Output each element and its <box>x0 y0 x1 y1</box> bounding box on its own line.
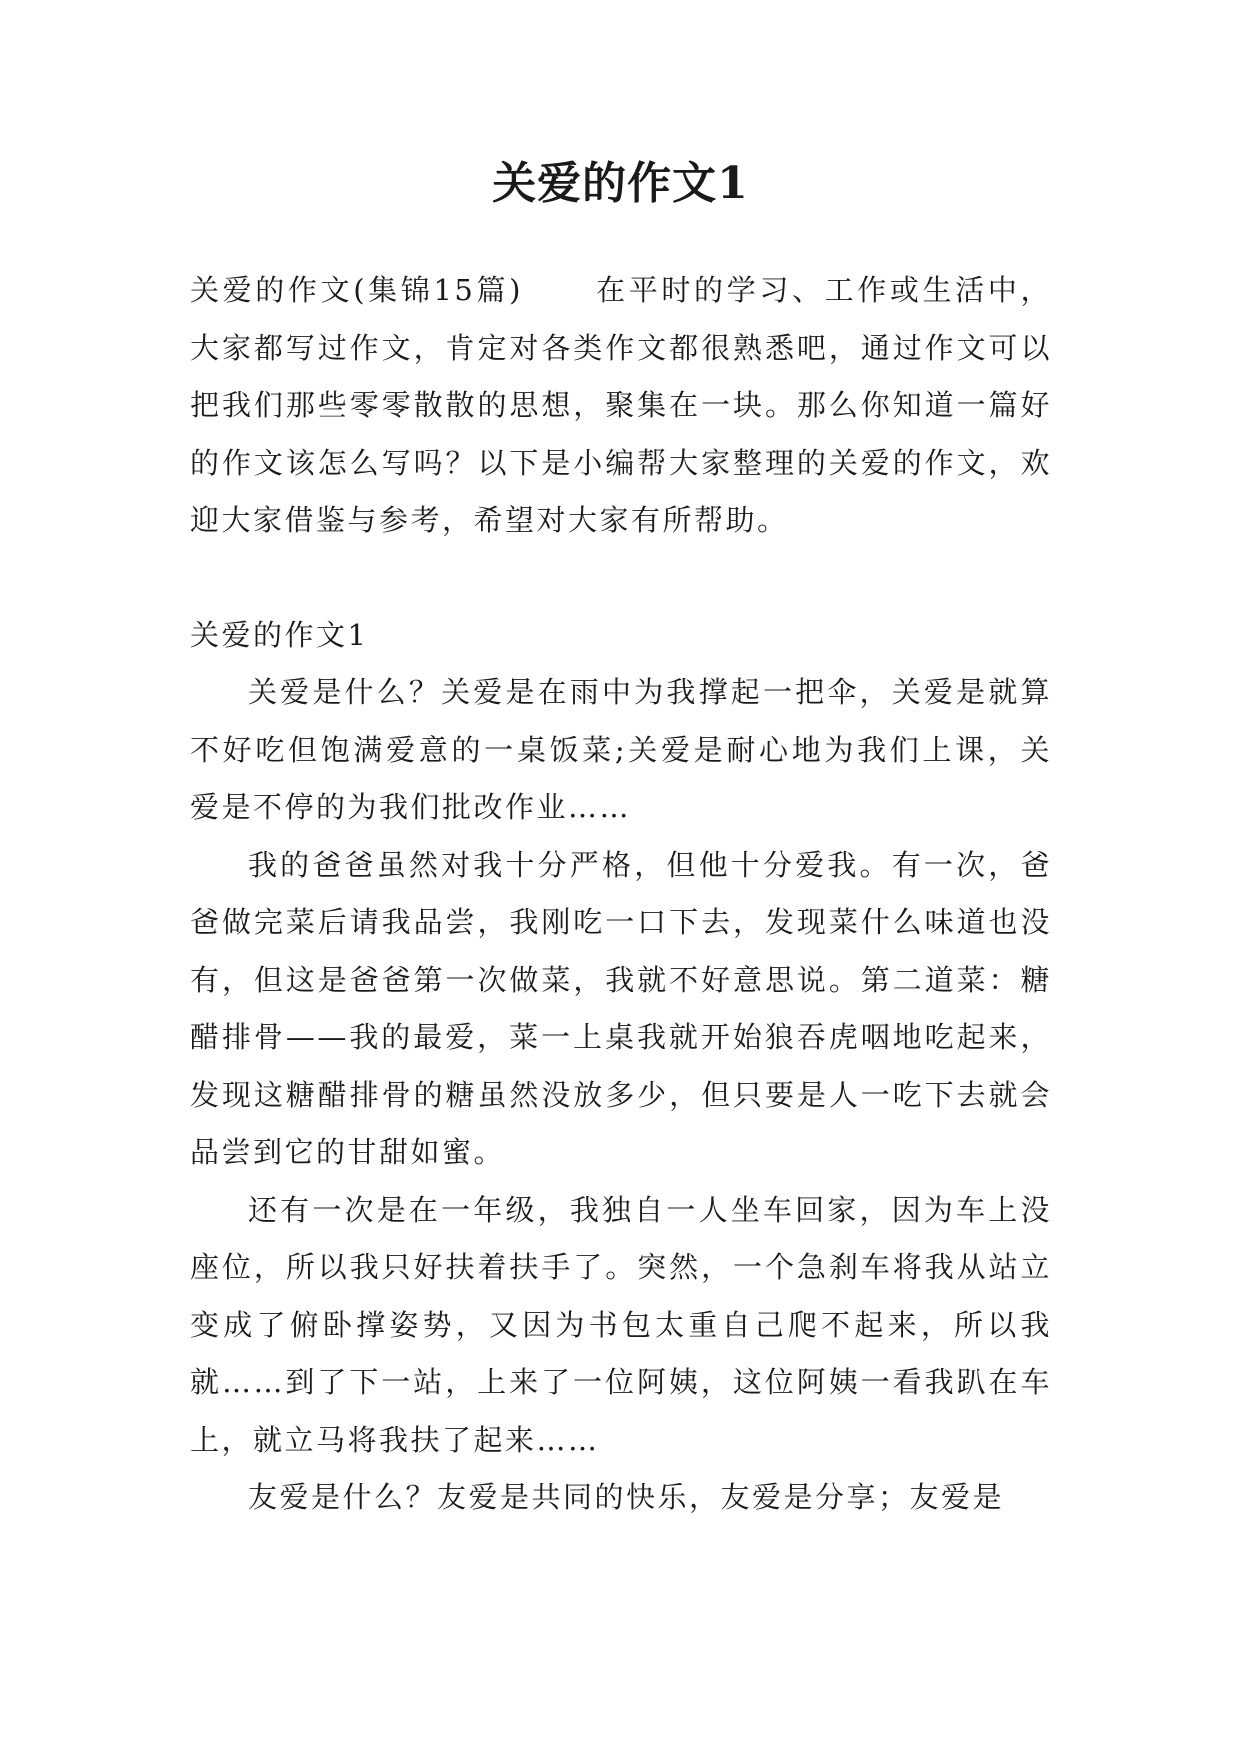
section-heading: 关爱的作文1 <box>190 617 369 652</box>
body-paragraph: 我的爸爸虽然对我十分严格，但他十分爱我。有一次，爸爸做完菜后请我品尝，我刚吃一口下去，发现菜什么味道也没有，但这是爸爸第一次做菜，我就不好意思说。第二道菜：糖醋排骨——我的最爱，菜一上桌我就开始狼吞虎咽地吃起来，发现这糖醋排骨的糖虽然没放多少，但只要是人一吃下去就会品尝到它的甘甜如蜜。 <box>190 847 1052 1169</box>
body-paragraph: 还有一次是在一年级，我独自一人坐车回家，因为车上没座位，所以我只好扶着扶手了。突然，一个急刹车将我从站立变成了俯卧撑姿势，又因为书包太重自己爬不起来，所以我就……到了下一站，上来了一位阿姨，这位阿姨一看我趴在车上，就立马将我扶了起来…… <box>190 1192 1052 1457</box>
body-paragraph: 关爱是什么？关爱是在雨中为我撑起一把伞，关爱是就算不好吃但饱满爱意的一桌饭菜;关爱是耐心地为我们上课，关爱是不停的为我们批改作业…… <box>190 675 1052 824</box>
document-body <box>190 262 1052 1527</box>
intro-text: 在平时的学习、工作或生活中，大家都写过作文，肯定对各类作文都很熟悉吧，通过作文可以把我们那些零零散散的思想，聚集在一块。那么你知道一篇好的作文该怎么写吗？以下是小编帮大家整理的关爱的作文，欢迎大家借鉴与参考，希望对大家有所帮助。 <box>190 273 1052 537</box>
body-paragraph: 友爱是什么？友爱是共同的快乐，友爱是分享；友爱是 <box>248 1480 1005 1514</box>
intro-paragraph <box>190 262 1052 550</box>
intro-lead: 关爱的作文(集锦15篇) <box>190 273 523 307</box>
document-title: 关爱的作文1 <box>492 158 749 209</box>
